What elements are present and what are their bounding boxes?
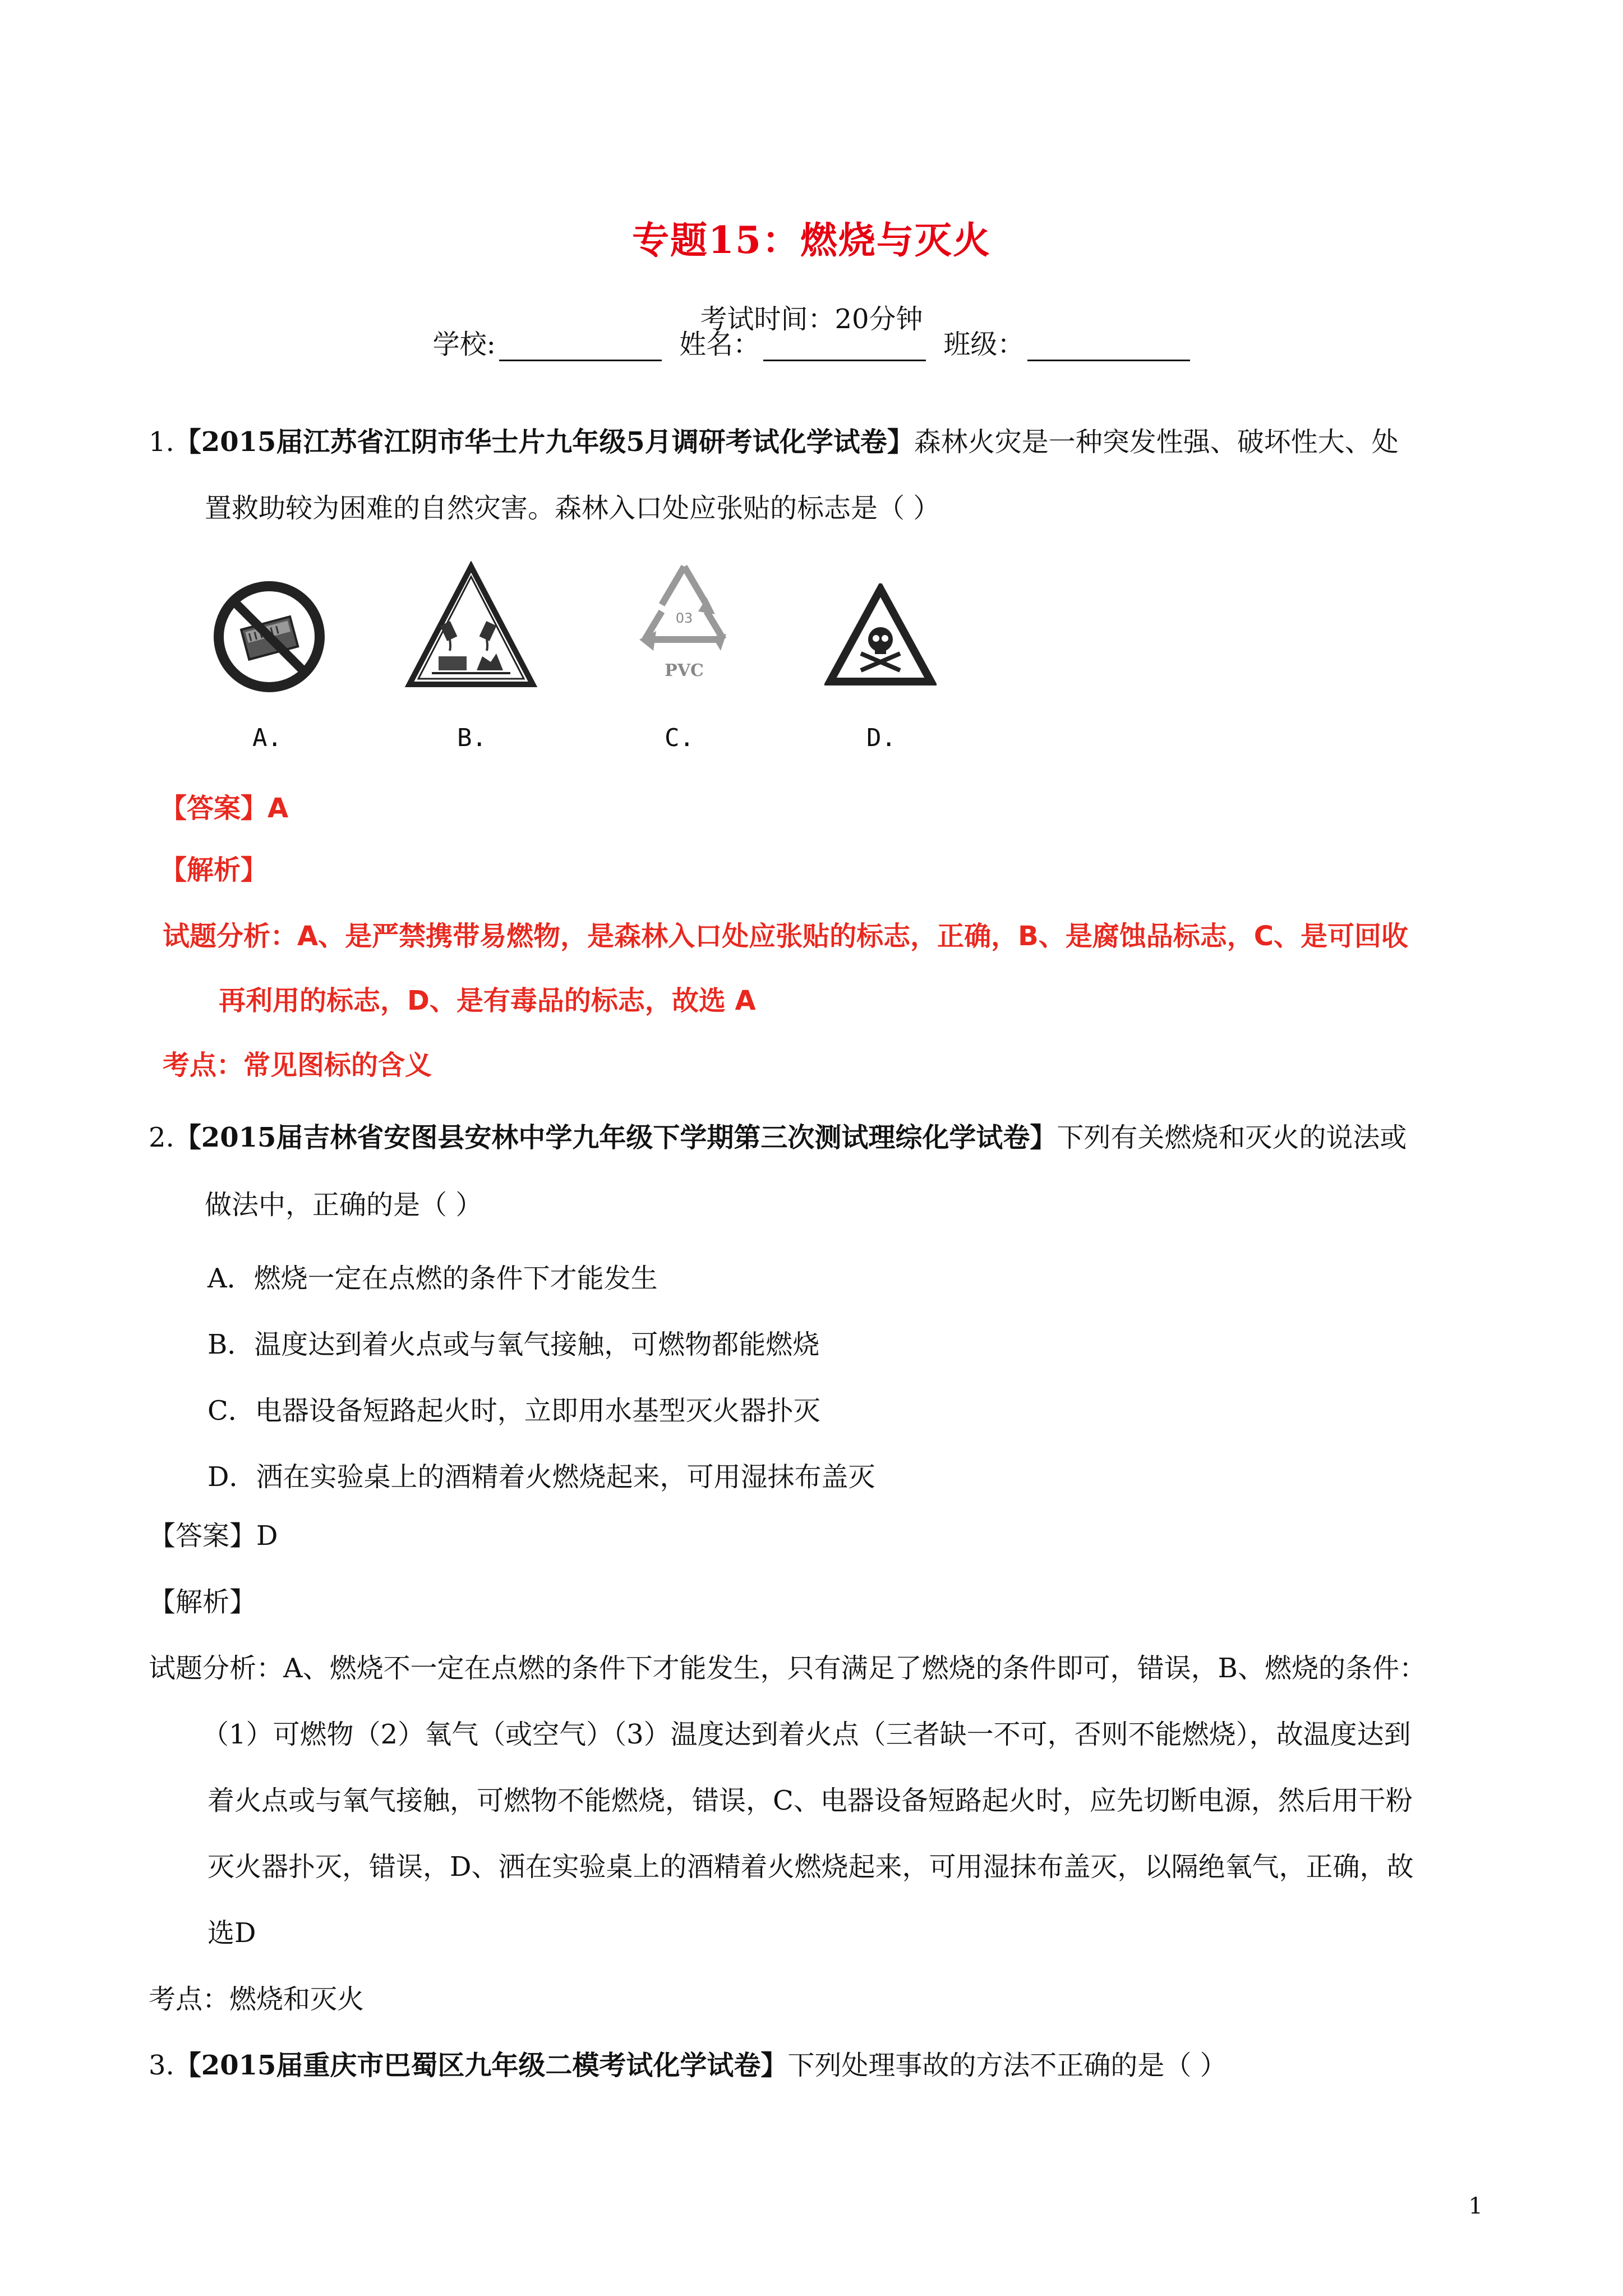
q2-analysis-line5: 选D — [208, 1917, 256, 1949]
q1-analysis-line1: 试题分析：A、是严禁携带易燃物，是森林入口处应张贴的标志，正确，B、是腐蚀品标志，C、是可回收 — [163, 921, 1408, 952]
q2-analysis-line3: 着火点或与氧气接触，可燃物不能燃烧，错误，C、电器设备短路起火时，应先切断电源，然后用干粉 — [208, 1785, 1413, 1816]
q2-analysis-label: 【解析】 — [149, 1586, 257, 1618]
q2-number: 2. — [149, 1122, 174, 1153]
q2-text-line1: 下列有关燃烧和灭火的说法或 — [1057, 1122, 1407, 1153]
q3-text: 下列处理事故的方法不正确的是（ ） — [787, 2050, 1227, 2081]
q1-analysis-label: 【解析】 — [160, 854, 268, 886]
class-field: 班级： — [943, 323, 1190, 361]
q2-option-c: C．电器设备短路起火时，立即用水基型灭火器扑灭 — [208, 1395, 820, 1427]
q3-source: 【2015届重庆市巴蜀区九年级二模考试化学试卷】 — [174, 2050, 788, 2081]
q2-analysis-line1: 试题分析：A、燃烧不一定在点燃的条件下才能发生，只有满足了燃烧的条件即可，错误，B、燃烧的条件： — [149, 1653, 1426, 1684]
q1-text-line1: 森林火灾是一种突发性强、破坏性大、处 — [914, 426, 1399, 458]
q2-analysis-line4: 灭火器扑灭，错误，D、洒在实验桌上的酒精着火燃烧起来，可用湿抹布盖灭，以隔绝氧气，正确，故 — [208, 1851, 1414, 1883]
q2-option-b: B．温度达到着火点或与氧气接触，可燃物都能燃烧 — [208, 1329, 820, 1360]
class-blank — [1027, 330, 1190, 361]
q2-answer: 【答案】D — [149, 1520, 278, 1552]
q3-stem — [149, 2051, 1227, 2080]
q2-keypoint: 考点：燃烧和灭火 — [149, 1984, 365, 2015]
q2-option-d: D．洒在实验桌上的酒精着火燃烧起来，可用湿抹布盖灭 — [208, 1461, 875, 1493]
q1-option-b: B. — [457, 724, 487, 752]
school-blank — [499, 330, 662, 361]
q1-number: 1. — [149, 426, 174, 458]
q1-option-a: A. — [252, 724, 282, 752]
recycle-code: 03 — [675, 610, 693, 626]
pvc-recycle-icon — [623, 555, 746, 696]
name-blank — [763, 330, 926, 361]
q1-stem-line1 — [149, 427, 1399, 457]
q2-stem-line2: 做法中，正确的是（ ） — [205, 1189, 483, 1221]
exam-time: 考试时间：20分钟 — [700, 303, 923, 335]
q3-number: 3. — [149, 2050, 174, 2081]
page-number: 1 — [1468, 2193, 1483, 2219]
q1-stem-line2: 置救助较为困难的自然灾害。森林入口处应张贴的标志是（ ） — [205, 493, 940, 524]
q2-analysis-line2: （1）可燃物（2）氧气（或空气）（3）温度达到着火点（三者缺一不可，否则不能燃烧），故温度达到 — [202, 1719, 1411, 1750]
q2-option-a: A．燃烧一定在点燃的条件下才能发生 — [208, 1263, 658, 1294]
name-field: 姓名： — [679, 323, 926, 361]
toxic-icon — [824, 583, 937, 690]
no-matches-icon — [210, 578, 328, 696]
q1-option-d: D. — [866, 724, 896, 752]
recycle-label: PVC — [665, 661, 704, 680]
q1-answer: 【答案】A — [160, 793, 289, 824]
q1-keypoint: 考点：常见图标的含义 — [163, 1050, 432, 1081]
q2-stem-line1 — [149, 1123, 1407, 1152]
corrosive-icon — [404, 561, 538, 696]
page-title: 专题15：燃烧与灭火 — [632, 218, 991, 262]
q1-option-c: C. — [665, 724, 694, 752]
q1-source: 【2015届江苏省江阴市华士片九年级5月调研考试化学试卷】 — [174, 426, 914, 458]
student-info-line — [0, 323, 1623, 361]
school-field: 学校: — [433, 323, 662, 361]
q2-source: 【2015届吉林省安图县安林中学九年级下学期第三次测试理综化学试卷】 — [174, 1122, 1057, 1153]
q1-analysis-line2: 再利用的标志，D、是有毒品的标志，故选 A — [219, 985, 756, 1016]
